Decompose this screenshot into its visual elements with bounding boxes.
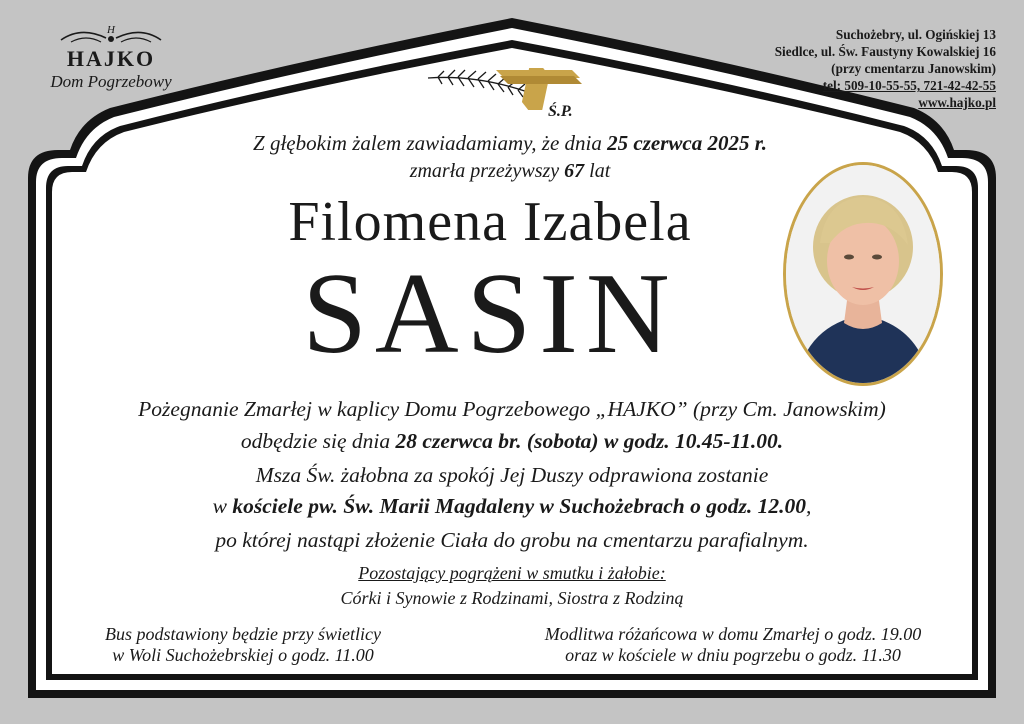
ceremony-line-3: Msza Św. żałobna za spokój Jej Duszy odprawiona zostanie: [255, 463, 769, 487]
ceremony-line-2: odbędzie się dnia 28 czerwca br. (sobota) w godz. 10.45-11.00.: [240, 429, 784, 453]
ceremony-line-4: w kościele pw. Św. Marii Magdaleny w Suchożebrach o godz. 12.00,: [212, 494, 812, 518]
mass-location-time: kościele pw. Św. Marii Magdaleny w Suchożebrach o godz. 12.00: [232, 494, 806, 518]
contact-address-2: Siedlce, ul. Św. Faustyny Kowalskiej 16: [774, 44, 996, 59]
funeral-home-logo: [22, 22, 200, 92]
ceremony-line-5: po której nastąpi złożenie Ciała do grobu na cmentarzu parafialnym.: [215, 528, 809, 552]
deceased-surname: SASIN: [302, 250, 678, 378]
rosary-info-line-2: oraz w kościele w dniu pogrzebu o godz. 11.30: [565, 645, 901, 665]
farewell-date-time: 28 czerwca br. (sobota) w godz. 10.45-11.00.: [395, 429, 784, 453]
announcement-line-1: Z głębokim żalem zawiadamiamy, że dnia 25 czerwca 2025 r.: [253, 131, 767, 155]
contact-address-note: (przy cmentarzu Janowskim): [831, 61, 996, 76]
age: 67: [564, 160, 585, 182]
deceased-first-names: Filomena Izabela: [288, 191, 692, 253]
announcement-line-2: zmarła przeżywszy 67 lat: [409, 160, 611, 182]
rosary-info-line-1: Modlitwa różańcowa w domu Zmarłej o godz. 19.00: [544, 624, 922, 644]
contact-info: [716, 26, 996, 111]
deceased-portrait: [783, 162, 943, 386]
portrait-image: [786, 165, 940, 383]
cross-palm-emblem: [424, 64, 600, 120]
ornament-icon: [51, 22, 171, 48]
bus-info-line-2: w Woli Suchożebrskiej o godz. 11.00: [112, 645, 374, 665]
logo-brand: HAJKO: [66, 46, 156, 71]
contact-address-1: Suchożebry, ul. Ogińskiej 13: [835, 27, 996, 42]
logo-monogram: H: [107, 24, 115, 36]
contact-website: www.hajko.pl: [918, 95, 996, 110]
contact-phones: tel: 509-10-55-55, 721-42-42-55: [822, 78, 996, 93]
sp-abbreviation: Ś.P.: [548, 103, 573, 120]
ceremony-line-1: Pożegnanie Zmarłej w kaplicy Domu Pogrzebowego „HAJKO” (przy Cm. Janowskim): [138, 397, 886, 421]
death-date: 25 czerwca 2025 r.: [607, 131, 767, 155]
mourners-heading: Pozostający pogrążeni w smutku i żałobie:: [358, 563, 666, 583]
logo-subtitle: Dom Pogrzebowy: [50, 72, 172, 91]
bus-info-line-1: Bus podstawiony będzie przy świetlicy: [105, 624, 381, 644]
mourners-list: Córki i Synowie z Rodzinami, Siostra z Rodziną: [340, 588, 684, 608]
